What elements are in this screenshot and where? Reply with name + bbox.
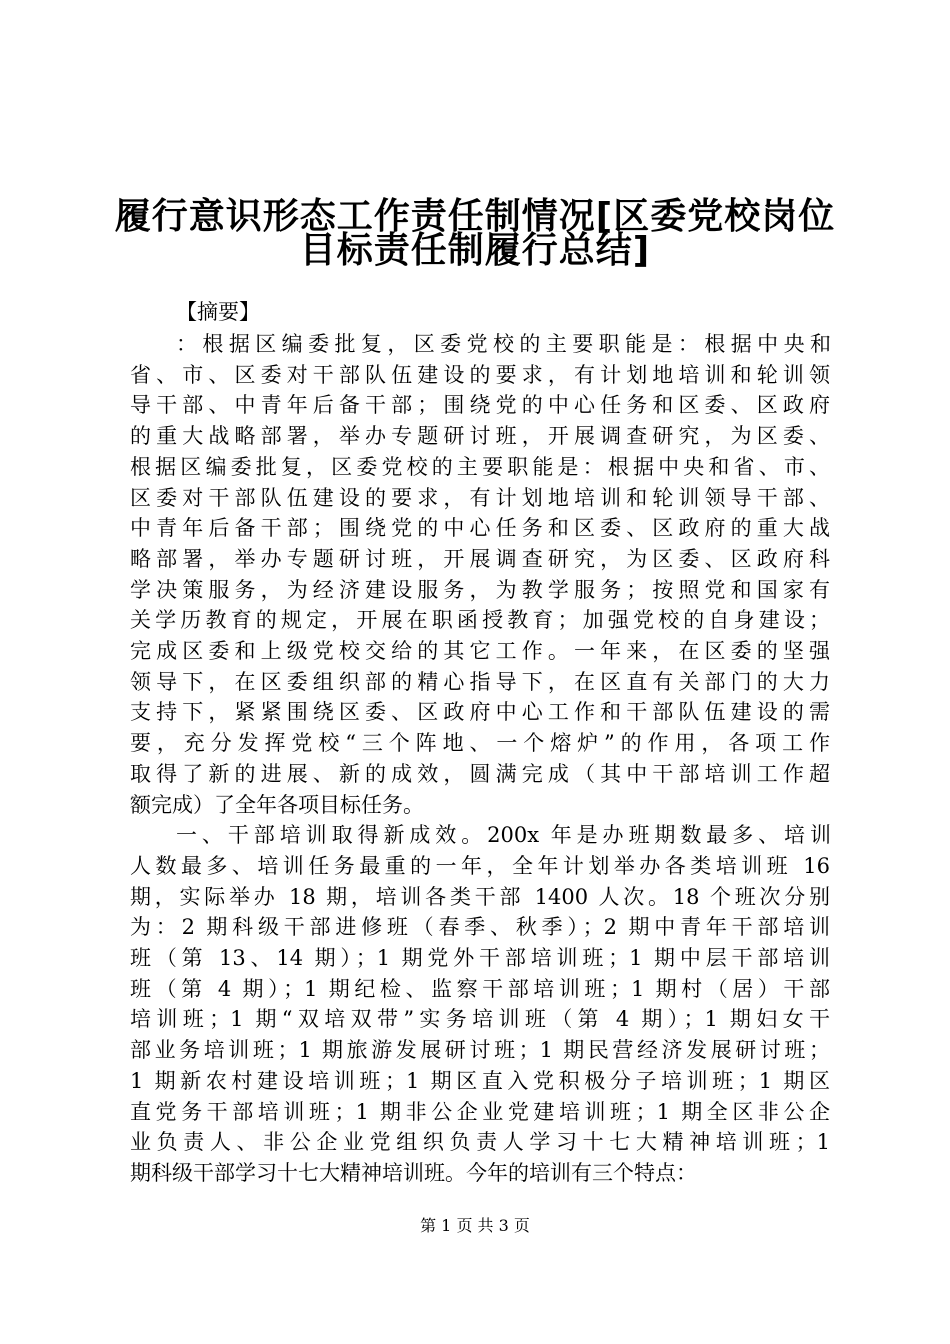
paragraph-line: 班（第 13、14 期）；1 期党外干部培训班；1 期中层干部培训	[130, 946, 830, 970]
paragraph-line: 学决策服务，为经济建设服务，为教学服务；按照党和国家有	[130, 578, 830, 602]
paragraph-line: ：根据区编委批复，区委党校的主要职能是：根据中央和	[176, 332, 831, 356]
paragraph-line: 省、市、区委对干部队伍建设的要求，有计划地培训和轮训领	[130, 363, 830, 387]
paragraph-line: 取得了新的进展、新的成效，圆满完成（其中干部培训工作超	[130, 762, 830, 786]
paragraph-line: 的重大战略部署，举办专题研讨班，开展调查研究，为区委、	[130, 424, 830, 448]
paragraph-line: 要，充分发挥党校“三个阵地、一个熔炉”的作用，各项工作	[130, 731, 830, 755]
paragraph-line: 额完成）了全年各项目标任务。	[130, 793, 424, 817]
paragraph-line: 关学历教育的规定，开展在职函授教育；加强党校的自身建设；	[130, 608, 830, 632]
document-title-line-1: 履行意识形态工作责任制情况[区委党校岗位	[114, 196, 836, 237]
paragraph-line: 期，实际举办 18 期，培训各类干部 1400 人次。18 个班次分别	[130, 885, 830, 909]
paragraph-line: 培训班；1 期“双培双带”实务培训班（第 4 期）；1 期妇女干	[130, 1007, 830, 1031]
abstract-label: 【摘要】	[176, 300, 260, 324]
paragraph-line: 中青年后备干部；围绕党的中心任务和区委、区政府的重大战	[130, 516, 830, 540]
paragraph-line: 期科级干部学习十七大精神培训班。今年的培训有三个特点：	[130, 1161, 697, 1185]
paragraph-line: 人数最多、培训任务最重的一年，全年计划举办各类培训班 16	[130, 854, 830, 878]
paragraph-line: 根据区编委批复，区委党校的主要职能是：根据中央和省、市、	[130, 455, 830, 479]
paragraph-line: 领导下，在区委组织部的精心指导下，在区直有关部门的大力	[130, 670, 830, 694]
paragraph-line: 业负责人、非公企业党组织负责人学习十七大精神培训班；1	[130, 1130, 830, 1154]
paragraph-line: 为：2 期科级干部进修班（春季、秋季）；2 期中青年干部培训	[130, 915, 830, 939]
paragraph-line: 1 期新农村建设培训班；1 期区直入党积极分子培训班；1 期区	[130, 1069, 830, 1093]
paragraph-line: 班（第 4 期）；1 期纪检、监察干部培训班；1 期村（居）干部	[130, 977, 830, 1001]
paragraph-line: 直党务干部培训班；1 期非公企业党建培训班；1 期全区非公企	[130, 1100, 830, 1124]
paragraph-line: 完成区委和上级党校交给的其它工作。一年来，在区委的坚强	[130, 639, 830, 663]
paragraph-line: 导干部、中青年后备干部；围绕党的中心任务和区委、区政府	[130, 393, 830, 417]
paragraph-line: 部业务培训班；1 期旅游发展研讨班；1 期民营经济发展研讨班；	[130, 1038, 830, 1062]
paragraph-line: 区委对干部队伍建设的要求，有计划地培训和轮训领导干部、	[130, 486, 830, 510]
paragraph-line: 支持下，紧紧围绕区委、区政府中心工作和干部队伍建设的需	[130, 700, 830, 724]
paragraph-line: 略部署，举办专题研讨班，开展调查研究，为区委、区政府科	[130, 547, 830, 571]
document-title-line-2: 目标责任制履行总结]	[299, 230, 651, 271]
page-footer: 第 1 页 共 3 页	[420, 1216, 530, 1235]
paragraph-line: 一、干部培训取得新成效。200x 年是办班期数最多、培训	[176, 823, 831, 847]
